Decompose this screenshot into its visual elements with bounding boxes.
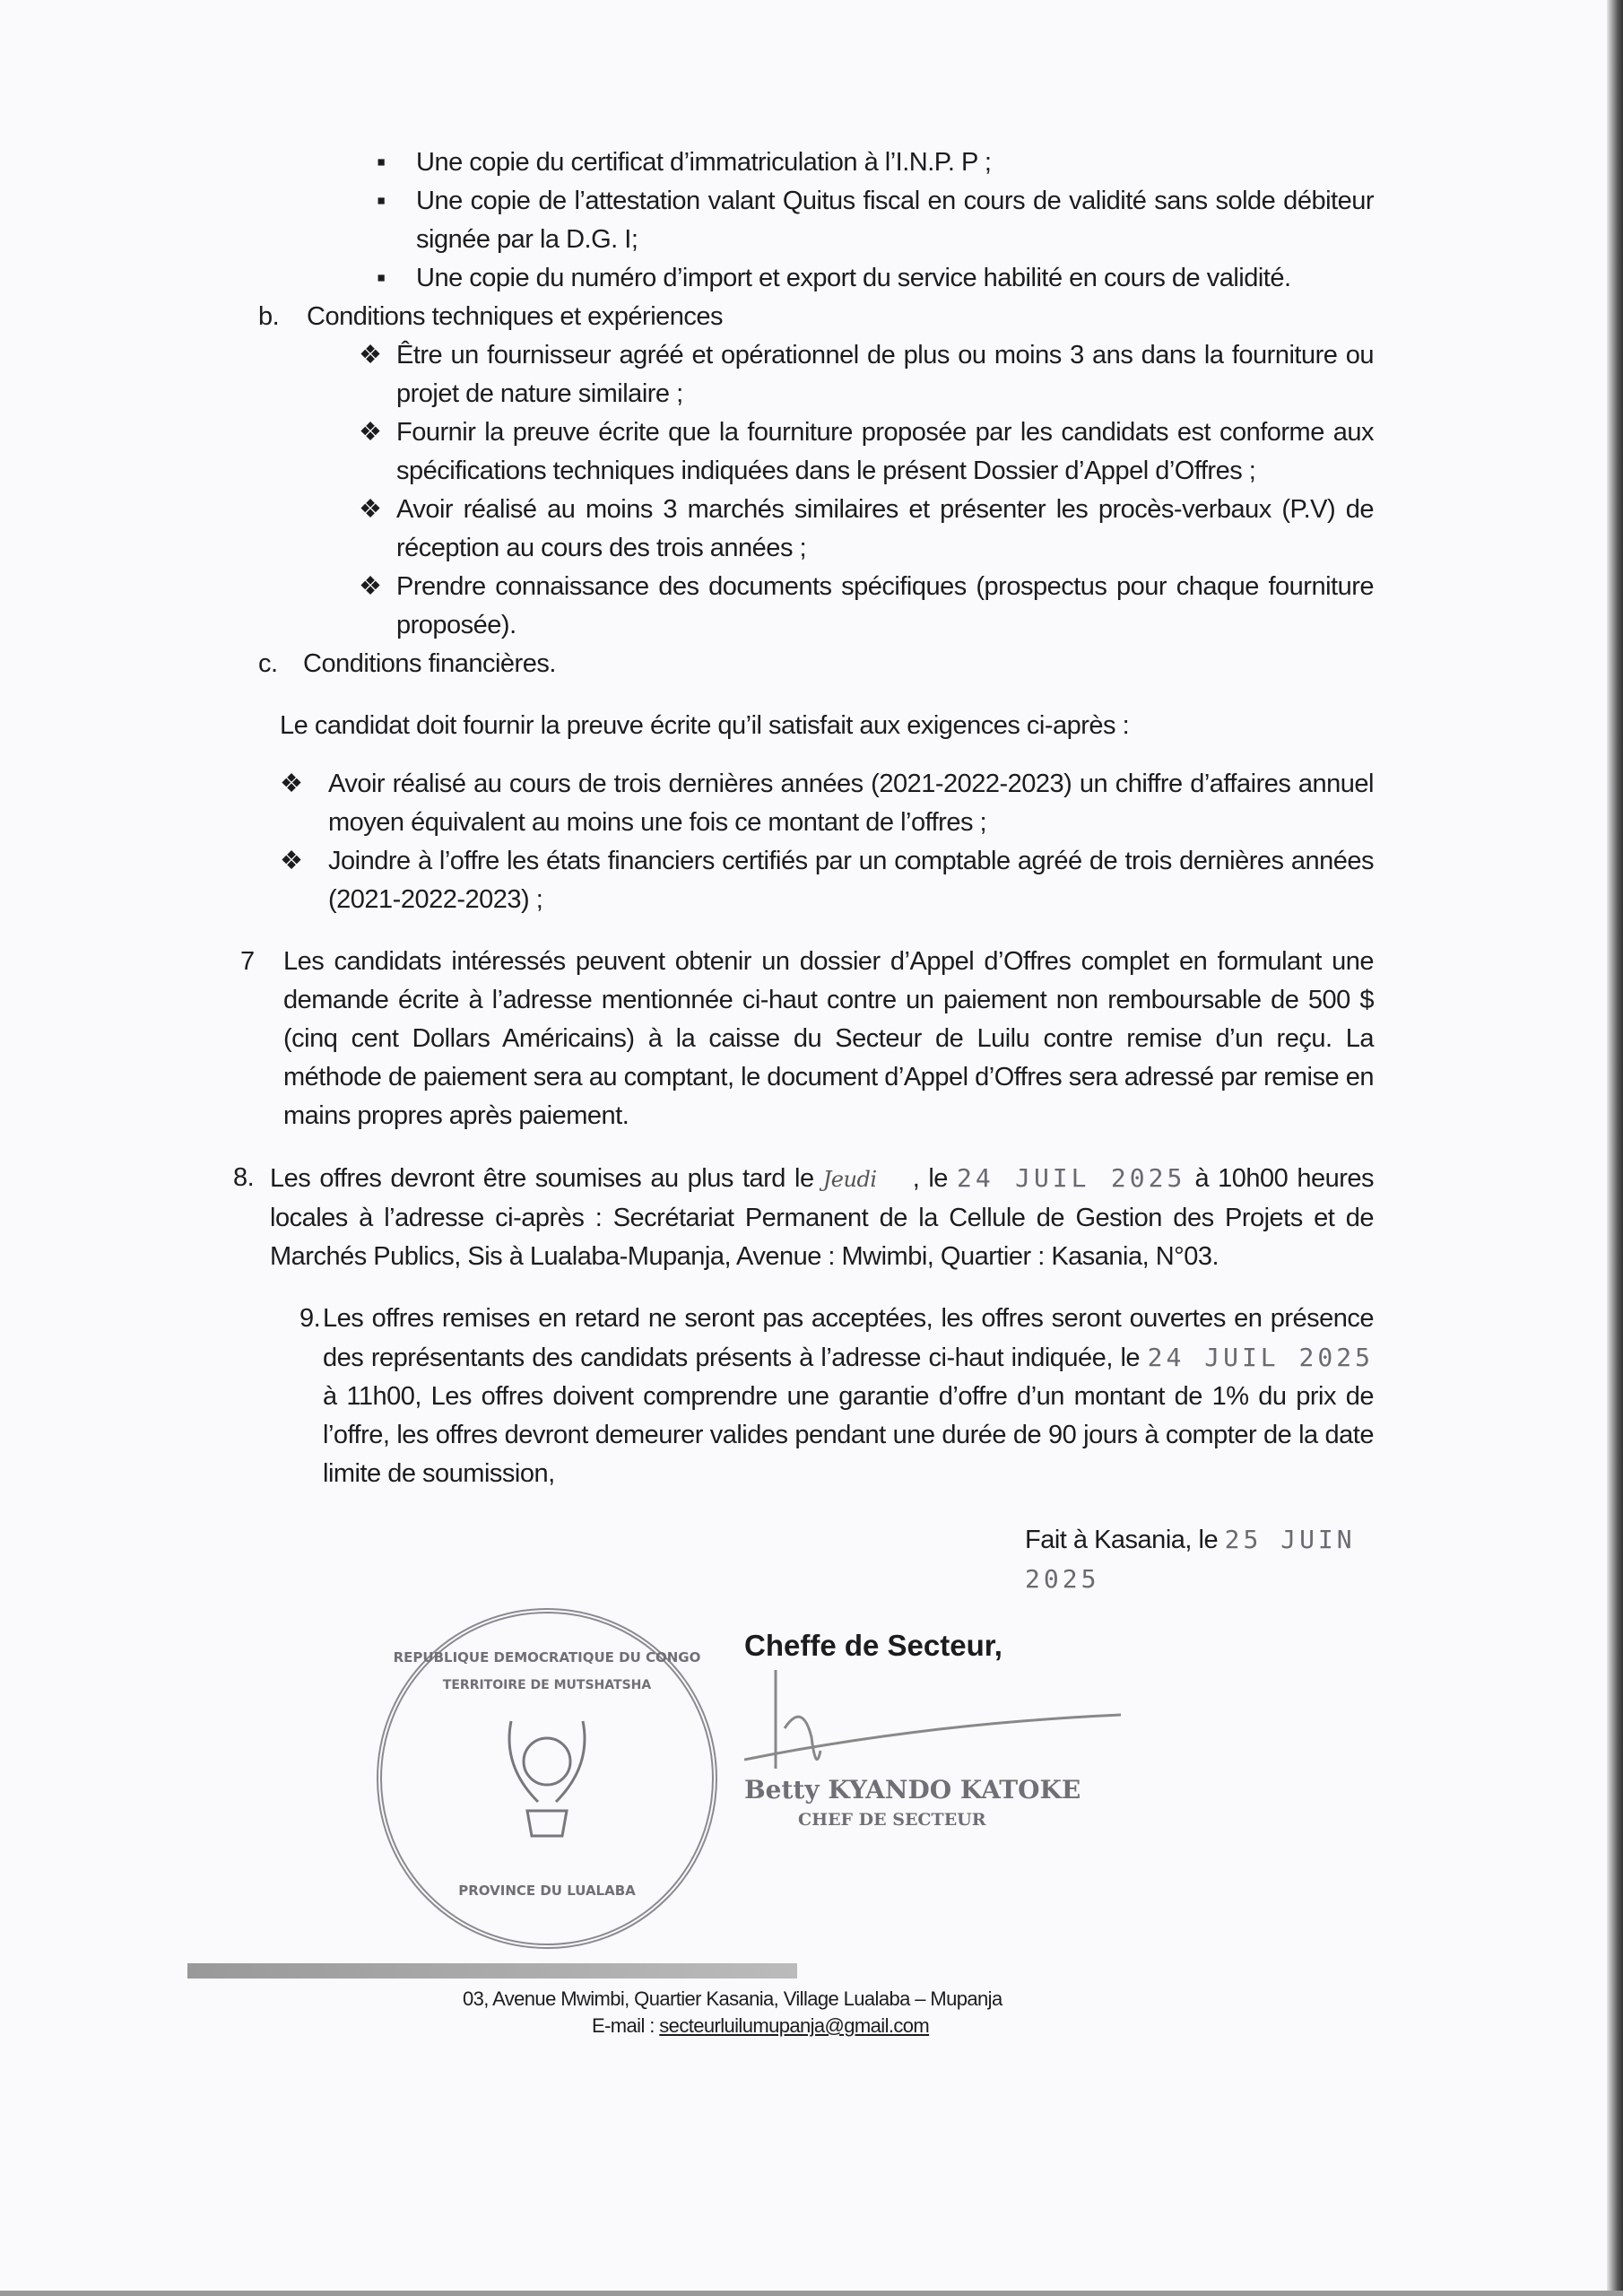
- scan-edge: [1607, 0, 1623, 2296]
- list-item: ❖ Être un fournisseur agréé et opérationnel de plus ou moins 3 ans dans la fourniture ou projet de nature similaire ;: [359, 336, 1374, 413]
- signature-area: [744, 1665, 1246, 1773]
- paragraph-9: 9. Les offres remises en retard ne seront pas acceptées, les offres seront ouvertes en présence des représentants des candidats présents à l’adresse ci-haut indiquée, le 24 JUIL 2025 à 11h00, Les offres doivent comprendre une garantie d’offre d’un montant de 1% du prix de l’offre, les offres devront demeurer valides pendant une durée de 90 jours à compter de la date limite de soumission,: [299, 1300, 1374, 1493]
- signer-name-stamp: Betty KYANDO KATOKE: [744, 1775, 1081, 1805]
- paragraph-8: 8. Les offres devront être soumises au plus tard le Jeudi , le 24 JUIL 2025 à 10h00 heures locales à l’adresse ci-après : Secrétariat Permanent de la Cellule de Gestion des Projets et de Marchés Publics, Sis à Lualaba-Mupanja, Avenue : Mwimbi, Quartier : Kasania, N°03.: [233, 1159, 1374, 1276]
- closing-place-date: Fait à Kasania, le 25 JUIN 2025: [1025, 1525, 1356, 1594]
- coat-of-arms-icon: [493, 1712, 601, 1847]
- document-body: [233, 0, 1375, 1599]
- signature-icon: [744, 1665, 1157, 1773]
- seal-outer-text: REPUBLIQUE DEMOCRATIQUE DU CONGO: [393, 1649, 701, 1665]
- section-marker: b.: [258, 302, 280, 331]
- diamond-bullet-icon: ❖: [359, 341, 382, 370]
- footer-email-link[interactable]: secteurluilumupanja@gmail.com: [659, 2014, 930, 2037]
- section-intro: Le candidat doit fournir la preuve écrite qu’il satisfait aux exigences ci-après :: [280, 711, 1130, 740]
- paragraph-number: 9.: [299, 1304, 321, 1333]
- signatory-title: Cheffe de Secteur,: [744, 1629, 1002, 1662]
- diamond-bullet-icon: ❖: [359, 495, 382, 524]
- scan-edge: [0, 2291, 1623, 2296]
- date-stamp: 24 JUIL 2025: [1147, 1343, 1374, 1372]
- list-item: ❖ Avoir réalisé au moins 3 marchés similaires et présenter les procès-verbaux (P.V) de réception au cours des trois années ;: [359, 491, 1374, 568]
- diamond-bullet-icon: ❖: [359, 572, 382, 601]
- square-bullet-icon: ▪: [377, 264, 386, 292]
- diamond-bullet-icon: ❖: [359, 418, 382, 447]
- section-b: [258, 298, 1374, 645]
- signer-role-stamp: CHEF DE SECTEUR: [798, 1810, 986, 1830]
- section-marker: c.: [258, 649, 278, 678]
- date-stamp: 25 JUIN 2025: [1025, 1525, 1356, 1594]
- list-item: ▪ Une copie de l’attestation valant Quitus fiscal en cours de validité sans solde débiteur signée par la D.G. I;: [377, 182, 1374, 259]
- footer-divider: [187, 1963, 797, 1979]
- seal-inner-text: TERRITOIRE DE MUTSHATSHA: [442, 1678, 652, 1692]
- section-title: Conditions techniques et expériences: [307, 302, 724, 331]
- square-bullet-icon: ▪: [377, 187, 386, 215]
- handwritten-day: Jeudi: [822, 1167, 877, 1192]
- list-item: ▪ Une copie du numéro d’import et export du service habilité en cours de validité.: [377, 259, 1374, 298]
- list-item: ❖ Prendre connaissance des documents spécifiques (prospectus pour chaque fourniture proposée).: [359, 568, 1374, 645]
- closing-area: [0, 1608, 1623, 1949]
- list-item: ❖ Joindre à l’offre les états financiers certifiés par un comptable agréé de trois dernières années (2021-2022-2023) ;: [280, 842, 1374, 919]
- diamond-bullet-icon: ❖: [280, 847, 303, 875]
- paragraph-number: 7: [240, 947, 255, 976]
- official-seal: [377, 1608, 717, 1949]
- list-item: ▪ Une copie du certificat d’immatriculation à l’I.N.P. P ;: [377, 144, 1374, 182]
- footer-address: 03, Avenue Mwimbi, Quartier Kasania, Village Lualaba – Mupanja: [463, 1987, 1002, 2010]
- footer: 03, Avenue Mwimbi, Quartier Kasania, Village Lualaba – Mupanja E-mail : secteurluilumupanja@gmail.com: [430, 1986, 1623, 2093]
- section-title: Conditions financières.: [303, 649, 556, 678]
- list-a: [377, 144, 1374, 298]
- list-item: ❖ Fournir la preuve écrite que la fourniture proposée par les candidats est conforme aux spécifications techniques indiquées dans le présent Dossier d’Appel d’Offres ;: [359, 413, 1374, 491]
- diamond-bullet-icon: ❖: [280, 770, 303, 798]
- square-bullet-icon: ▪: [377, 148, 386, 177]
- paragraph-7: 7 Les candidats intéressés peuvent obtenir un dossier d’Appel d’Offres complet en formulant une demande écrite à l’adresse mentionnée ci-haut contre un paiement non remboursable de 500 $ (cinq cent Dollars Américains) à la caisse du Secteur de Luilu contre remise d’un reçu. La méthode de paiement sera au comptant, le document d’Appel d’Offres sera adressé par remise en mains propres après paiement.: [240, 943, 1374, 1135]
- list-item: ❖ Avoir réalisé au cours de trois dernières années (2021-2022-2023) un chiffre d’affaires annuel moyen équivalent au moins une fois ce montant de l’offres ;: [280, 765, 1374, 842]
- seal-bottom-text: PROVINCE DU LUALABA: [458, 1883, 636, 1899]
- section-c: [258, 645, 1374, 919]
- date-stamp: 24 JUIL 2025: [957, 1163, 1186, 1193]
- paragraph-number: 8.: [233, 1163, 255, 1192]
